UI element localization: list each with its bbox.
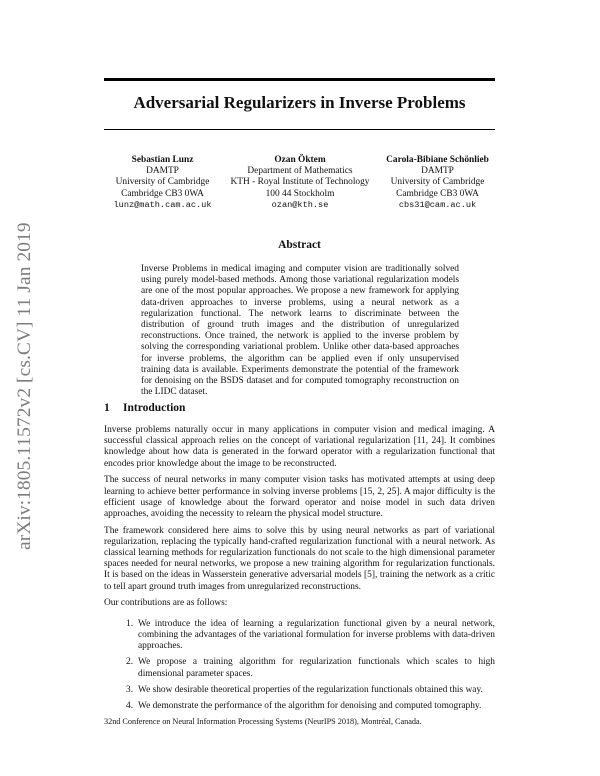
arxiv-identifier-stamp: arXiv:1805.11572v2 [cs.CV] 11 Jan 2019: [14, 222, 35, 550]
list-item: [104, 685, 495, 696]
section-heading-introduction: [104, 402, 185, 414]
author-2: [225, 155, 375, 211]
list-item-number: 1.: [126, 618, 134, 629]
author-3: [375, 155, 500, 211]
paragraph: Inverse problems naturally occur in many applications in computer vision and medical imaging. A successful classical approach relies on the concept of variational regularization [11, 24]. It combines knowledge about how data is generated in the forward operator with a regularization functional that encodes prior knowledge about the image to be reconstructed.: [104, 425, 495, 469]
author-1: [100, 155, 225, 211]
paragraph: The success of neural networks in many computer vision tasks has motivated attempts at using deep learning to achieve better performance in solving inverse problems [15, 2, 25]. A major difficulty is the efficient usage of knowledge about the forward operator and noise model in such data driven approaches, avoiding the necessity to relearn the physical model structure.: [104, 475, 495, 519]
author-affiliation: University of Cambridge: [115, 177, 210, 188]
section-title: Introduction: [123, 402, 186, 414]
author-name: Carola-Bibiane Schönlieb: [386, 155, 489, 165]
introduction-body: [104, 425, 495, 718]
author-affiliation: University of Cambridge: [390, 177, 485, 188]
author-affiliation: Cambridge CB3 0WA: [121, 188, 204, 199]
paragraph: The framework considered here aims to solve this by using neural networks as part of variational regularization, replacing the typically hand-crafted regularization functional with a neural network. As classical learning methods for regularization functionals do not scale to the high dimensional parameter spaces needed for neural networks, we propose a new training algorithm for regularization functionals. It is based on the ideas in Wasserstein generative adversarial models [5], training the network as a critic to tell apart ground truth images from unregularized reconstructions.: [104, 525, 495, 592]
paragraph: Our contributions are as follows:: [104, 598, 228, 609]
title-rule-bottom: [104, 129, 495, 130]
author-affiliation: 100 44 Stockholm: [265, 188, 335, 199]
author-email: cbs31@cam.ac.uk: [398, 199, 477, 210]
list-item-number: 2.: [126, 657, 134, 668]
paper-title: Adversarial Regularizers in Inverse Problems: [133, 93, 466, 112]
author-email: lunz@math.cam.ac.uk: [113, 199, 212, 210]
list-item-text: We propose a training algorithm for regularization functionals which scales to high dimensional parameter spaces.: [138, 657, 495, 679]
author-affiliation: KTH - Royal Institute of Technology: [230, 177, 370, 188]
list-item-text: We demonstrate the performance of the algorithm for denoising and computed tomography.: [138, 701, 482, 712]
list-item: [104, 657, 495, 679]
list-item-text: We show desirable theoretical properties of the regularization functionals obtained this way.: [138, 684, 483, 695]
contributions-list: [104, 619, 495, 713]
author-affiliation: DAMTP: [421, 166, 454, 177]
author-email: ozan@kth.se: [271, 199, 329, 210]
author-affiliation: DAMTP: [146, 166, 179, 177]
list-item-number: 4.: [126, 701, 134, 712]
author-name: Ozan Öktem: [274, 155, 326, 165]
title-rule-top: [104, 78, 495, 81]
list-item: [104, 619, 495, 653]
list-item-text: We introduce the idea of learning a regularization functional given by a neural network, combining the advantages of the variational formulation for inverse problems with data-driven approaches.: [138, 618, 495, 651]
abstract-heading: Abstract: [278, 239, 321, 251]
author-affiliation: Cambridge CB3 0WA: [396, 188, 479, 199]
author-block: [100, 155, 500, 215]
conference-footnote: 32nd Conference on Neural Information Processing Systems (NeurIPS 2018), Montréal, Canada.: [104, 717, 422, 726]
abstract-text: Inverse Problems in medical imaging and computer vision are traditionally solved using purely model-based methods. Among those variational regularization models are one of the most popular approaches. We propose a new framework for applying data-driven approaches to inverse problems, using a neural network as a regularization functional. The network learns to discriminate between the distribution of ground truth images and the distribution of unregularized reconstructions. Once trained, the network is applied to the inverse problem by solving the corresponding variational problem. Unlike other data-based approaches for inverse problems, the algorithm can be applied even if only unsupervised training data is available. Experiments demonstrate the potential of the framework for denoising on the BSDS dataset and for computed tomography reconstruction on the LIDC dataset.: [141, 264, 459, 398]
author-affiliation: Department of Mathematics: [247, 166, 353, 177]
list-item-number: 3.: [126, 684, 134, 695]
list-item: [104, 701, 495, 712]
author-name: Sebastian Lunz: [131, 155, 194, 165]
section-number: 1: [104, 402, 110, 414]
